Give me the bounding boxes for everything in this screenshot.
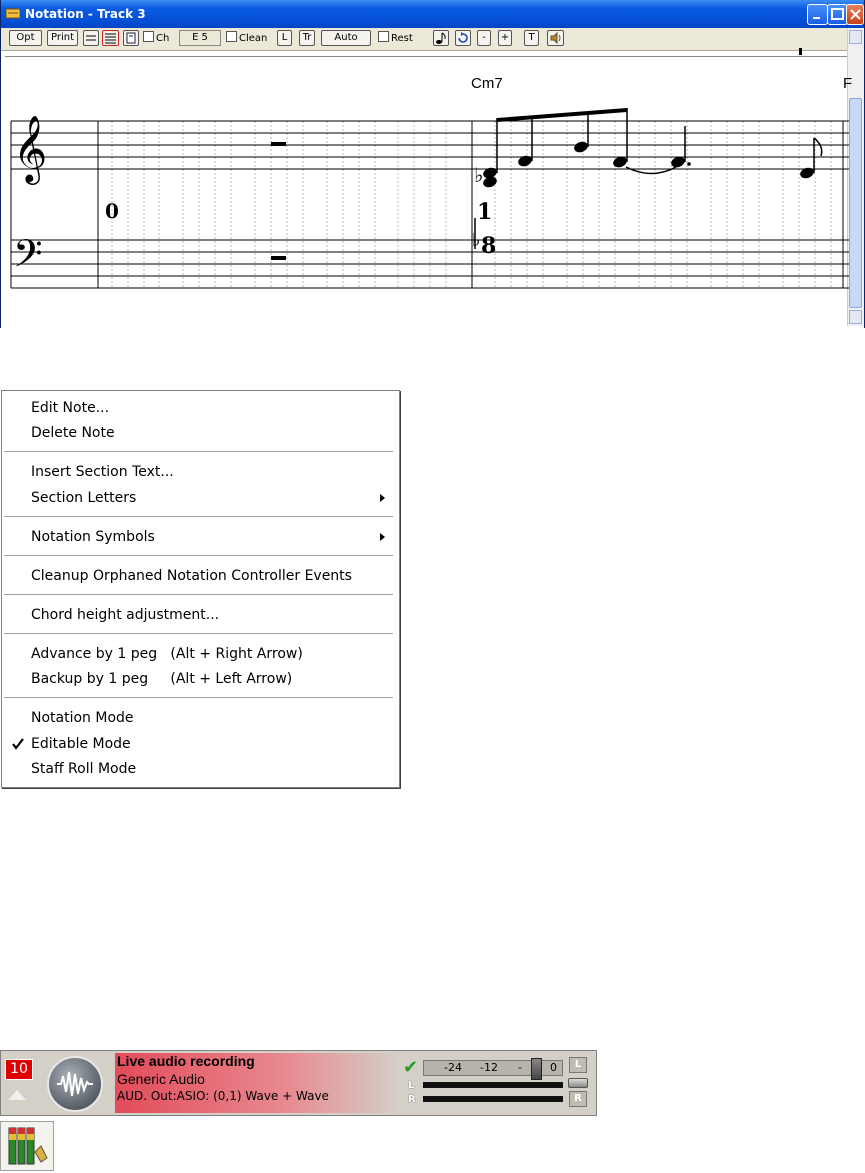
check-icon[interactable]: ✔ <box>403 1057 419 1078</box>
menu-item-edit-note[interactable] <box>2 396 399 420</box>
notation-toolbar <box>1 28 864 51</box>
scroll-up-arrow[interactable] <box>849 30 862 44</box>
treble-clef-icon: 𝄞 <box>13 114 48 182</box>
flat-icon: ♭ <box>472 230 481 251</box>
note <box>482 175 499 189</box>
tie <box>626 167 676 174</box>
submenu-arrow-icon <box>380 494 385 502</box>
menu-item-label: Delete Note <box>31 425 115 441</box>
menu-item-label: Chord height adjustment... <box>31 607 220 623</box>
scale-label: - <box>518 1061 522 1074</box>
bass-clef-icon: 𝄢 <box>13 231 43 285</box>
app-icon <box>6 7 20 20</box>
note <box>517 154 534 168</box>
scroll-thumb[interactable] <box>849 98 862 308</box>
print-button[interactable]: Print <box>47 30 78 46</box>
menu-item-label: Notation Mode <box>31 710 134 726</box>
figured-bass: 8 <box>481 233 497 259</box>
menu-item-label: Staff Roll Mode <box>31 761 137 777</box>
whole-rest-bass <box>271 256 286 260</box>
maximize-button[interactable] <box>827 4 848 25</box>
single-staff-icon[interactable] <box>83 30 99 46</box>
bass-chord[interactable] <box>472 199 496 259</box>
minimize-button[interactable] <box>807 4 828 25</box>
grand-staff[interactable] <box>1 56 849 328</box>
auto-button[interactable]: Auto <box>321 30 371 46</box>
close-button[interactable] <box>846 4 864 25</box>
menu-item-staff-roll-mode[interactable] <box>2 757 399 781</box>
meter-channel-label: L <box>408 1080 415 1091</box>
menu-separator <box>4 555 393 557</box>
meter-bar-right <box>423 1096 563 1102</box>
track-output: AUD. Out:ASIO: (0,1) Wave + Wave <box>117 1089 329 1103</box>
menu-separator <box>4 594 393 596</box>
menu-separator <box>4 697 393 699</box>
menu-item-backup-peg[interactable] <box>2 667 399 691</box>
pan-slider[interactable] <box>568 1078 588 1088</box>
menu-item-label: Edit Note... <box>31 400 110 416</box>
menu-item-label: Section Letters <box>31 490 137 506</box>
menu-item-notation-symbols[interactable] <box>2 525 399 549</box>
note-icon[interactable] <box>433 30 449 46</box>
scale-label: -24 <box>444 1061 462 1074</box>
menu-item-notation-mode[interactable] <box>2 706 399 730</box>
waveform-icon[interactable] <box>47 1056 103 1112</box>
track-panel <box>0 1050 597 1116</box>
level-scale[interactable] <box>423 1060 563 1076</box>
pan-left-button[interactable]: L <box>569 1057 587 1073</box>
menu-item-label: Editable Mode <box>31 736 131 752</box>
clean-label: Clean <box>239 33 268 44</box>
position-marker[interactable] <box>799 48 802 55</box>
vertical-scrollbar[interactable] <box>847 28 864 326</box>
loop-icon[interactable] <box>455 30 471 46</box>
scale-label: -12 <box>480 1061 498 1074</box>
minus-button[interactable]: - <box>477 30 491 46</box>
title-bar[interactable] <box>1 0 864 28</box>
t-button[interactable]: T <box>524 30 539 46</box>
flat-icon: ♭ <box>474 163 484 187</box>
submenu-arrow-icon <box>380 533 385 541</box>
l-button[interactable]: L <box>277 30 292 46</box>
meter-bar-left <box>423 1082 563 1088</box>
chord-symbol[interactable]: Cm7 <box>471 75 503 92</box>
triangle-up-icon[interactable] <box>8 1090 26 1100</box>
ch-checkbox[interactable] <box>143 31 169 46</box>
ch-label: Ch <box>156 33 170 44</box>
grand-staff-icon[interactable] <box>102 30 119 46</box>
note-group[interactable] <box>474 108 822 189</box>
menu-item-label: Insert Section Text... <box>31 464 174 480</box>
mixer-icon[interactable] <box>0 1121 54 1171</box>
menu-item-label: Backup by 1 peg (Alt + Left Arrow) <box>31 671 293 687</box>
menu-item-insert-section-text[interactable] <box>2 460 399 484</box>
menu-separator <box>4 633 393 635</box>
menu-item-label: Cleanup Orphaned Notation Controller Events <box>31 568 352 584</box>
figured-bass: 1 <box>477 199 493 225</box>
menu-separator <box>4 451 393 453</box>
track-title: Live audio recording <box>117 1053 255 1069</box>
rest-label: Rest <box>391 33 413 44</box>
scale-label: 0 <box>550 1061 557 1074</box>
menu-item-editable-mode[interactable] <box>2 732 399 756</box>
window-title: Notation - Track 3 <box>25 7 146 21</box>
menu-item-section-letters[interactable] <box>2 486 399 510</box>
chord-symbol[interactable]: F <box>843 75 853 92</box>
menu-separator <box>4 516 393 518</box>
beam <box>497 108 627 122</box>
barlines <box>11 121 843 288</box>
context-menu <box>1 390 400 788</box>
menu-item-chord-height[interactable] <box>2 603 399 627</box>
track-subtitle: Generic Audio <box>117 1071 205 1087</box>
rest-checkbox[interactable] <box>378 31 413 46</box>
track-number[interactable]: 10 <box>5 1059 33 1080</box>
measure-number: 0 <box>105 199 119 223</box>
menu-item-label: Notation Symbols <box>31 529 155 545</box>
menu-item-delete-note[interactable] <box>2 421 399 445</box>
plus-button[interactable]: + <box>498 30 512 46</box>
key-field[interactable]: E 5 <box>179 30 221 46</box>
clean-checkbox[interactable] <box>226 31 267 46</box>
pan-right-button[interactable]: R <box>569 1091 587 1107</box>
level-slider-knob[interactable] <box>531 1058 542 1080</box>
opt-button[interactable]: Opt <box>9 30 42 46</box>
notation-window <box>0 0 865 328</box>
note <box>573 140 590 154</box>
whole-rest-treble <box>271 142 286 146</box>
pan-control <box>569 1057 587 1111</box>
menu-item-label: Advance by 1 peg (Alt + Right Arrow) <box>31 646 303 662</box>
checkmark-icon <box>12 732 26 756</box>
scroll-down-arrow[interactable] <box>849 310 862 324</box>
meter-channel-label: R <box>408 1094 416 1105</box>
menu-item-cleanup-orphaned[interactable] <box>2 564 399 588</box>
page-view-icon[interactable] <box>123 30 139 46</box>
menu-item-advance-peg[interactable] <box>2 642 399 666</box>
bass-staff-lines <box>11 240 849 288</box>
note <box>799 166 816 180</box>
tr-button[interactable]: Tr <box>299 30 315 46</box>
speaker-icon[interactable] <box>547 30 564 46</box>
